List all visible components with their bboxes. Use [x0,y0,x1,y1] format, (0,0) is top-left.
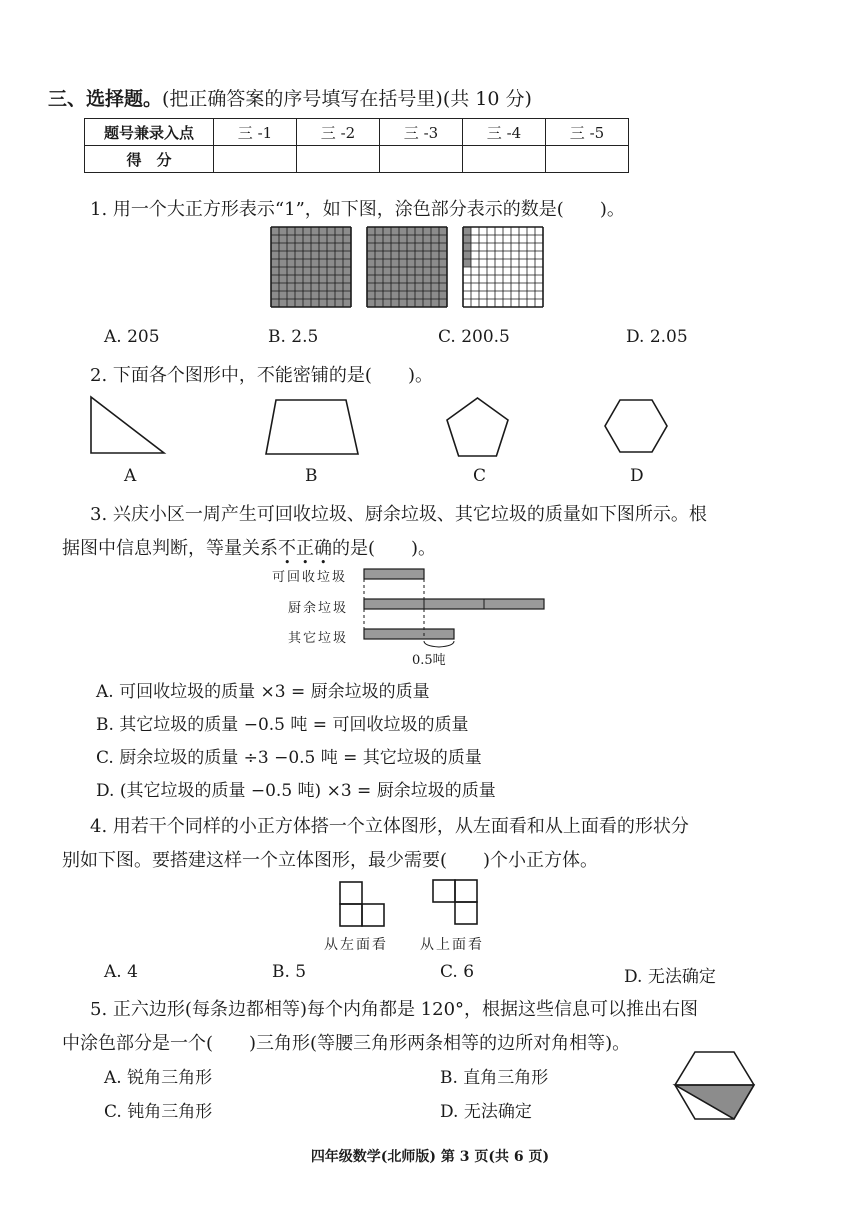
shaded-cell [287,283,295,291]
pentagon-shape [444,396,514,462]
shaded-cell [287,251,295,259]
question-1-text-after: )。 [599,199,625,220]
shaded-cell [335,251,343,259]
shaded-cell [367,283,375,291]
shaded-cell [311,283,319,291]
question-5-text-after: )三角形(等腰三角形两条相等的边所对角相等)。 [249,1033,631,1054]
shaded-cell [367,267,375,275]
shaded-cell [431,299,439,307]
question-number: 4. [90,816,108,837]
shaded-cell [319,227,327,235]
hexagon-shaded-triangle-figure [673,1050,757,1122]
shaded-cell [407,259,415,267]
shaded-cell [423,251,431,259]
score-table-header-row [85,119,629,146]
shaded-cell [383,243,391,251]
shaded-cell [287,267,295,275]
shaded-cell [415,299,423,307]
shaded-cell [431,243,439,251]
shaded-cell [463,227,471,235]
shaded-cell [279,275,287,283]
shaded-cell [463,243,471,251]
shaded-cell [367,259,375,267]
shaded-cell [335,267,343,275]
bar-label-recyclable: 可回收垃圾 [272,570,348,585]
shaded-cell [439,259,447,267]
shaded-cell [311,235,319,243]
shaded-cell [287,227,295,235]
shaded-cell [295,267,303,275]
shaded-cell [423,291,431,299]
shaded-cell [319,291,327,299]
bar-label-other: 其它垃圾 [288,631,349,646]
shaded-cell [319,283,327,291]
shaded-cell [327,227,335,235]
shaded-cell [311,275,319,283]
shaded-cell [383,299,391,307]
question-number: 1. [90,199,108,220]
shaded-cell [423,299,431,307]
shaded-cell [375,259,383,267]
waste-bar-diagram [360,566,560,650]
shaded-cell [415,259,423,267]
score-table-column: 三 -4 [463,119,546,146]
option-c[interactable]: C. 6 [440,962,475,982]
shaded-cell [295,283,303,291]
shaded-cell [375,283,383,291]
hundred-grids-figure [270,226,570,314]
shaded-cell [399,283,407,291]
shape-label-c[interactable]: C [473,466,487,486]
shaded-cell [287,299,295,307]
shaded-cell [423,275,431,283]
shaded-cell [383,259,391,267]
shaded-cell [343,235,351,243]
hexagon-shape [603,396,669,458]
question-3-text-after: )。 [411,538,437,559]
shaded-cell [439,291,447,299]
shaded-cell [271,275,279,283]
shaded-cell [407,283,415,291]
question-3-text-line1 [90,500,707,526]
shaded-cell [407,291,415,299]
shaded-cell [343,251,351,259]
shaded-cell [415,267,423,275]
shaded-cell [439,251,447,259]
shaded-cell [439,267,447,275]
shaded-cell [463,259,471,267]
shaded-cell [367,299,375,307]
shaded-cell [295,299,303,307]
shaded-cell [463,235,471,243]
bar-recyclable [364,569,424,579]
question-3-text-before: 据图中信息判断，等量关系不正确的是( [62,538,376,559]
score-cell[interactable] [297,146,380,173]
shaded-cell [327,267,335,275]
left-view-figure [338,880,390,928]
option-b[interactable]: B. 2.5 [268,327,319,347]
shaded-cell [415,291,423,299]
question-number: 3. [90,504,108,525]
shaded-cell [303,243,311,251]
shaded-cell [327,251,335,259]
shaded-cell [399,251,407,259]
shaded-cell [335,299,343,307]
shaded-cell [335,283,343,291]
question-5-text-before: 中涂色部分是一个( [62,1033,214,1054]
shaded-cell [295,251,303,259]
shaded-cell [407,243,415,251]
bar-other [364,629,454,639]
question-4-text-line2 [62,846,598,872]
shaded-cell [415,283,423,291]
shaded-cell [431,275,439,283]
shaded-cell [431,227,439,235]
shaded-cell [303,291,311,299]
shaded-cell [311,243,319,251]
shaded-cell [319,243,327,251]
shaded-cell [399,227,407,235]
question-1-text [90,195,625,221]
emphasis-dots: • • • [284,556,331,569]
bar-kitchen [364,599,544,609]
shaded-cell [271,259,279,267]
shaded-cell [303,299,311,307]
score-cell[interactable] [463,146,546,173]
shaded-cell [391,283,399,291]
option-b[interactable]: B. 5 [272,962,307,982]
shaded-cell [279,291,287,299]
shaded-cell [431,283,439,291]
shaded-cell [399,235,407,243]
shaded-cell [407,235,415,243]
shaded-cell [431,267,439,275]
shape-label-b[interactable]: B [305,466,318,486]
shaded-cell [407,299,415,307]
left-view-label: 从左面看 [324,937,388,953]
shaded-cell [367,227,375,235]
option-d[interactable]: D. 2.05 [626,327,688,347]
option-a[interactable]: A. 205 [104,327,160,347]
question-number: 5. [90,999,108,1020]
shaded-cell [311,259,319,267]
option-b[interactable]: B. 其它垃圾的质量 −0.5 吨 = 可回收垃圾的质量 [96,715,469,735]
section-title-note: (把正确答案的序号填写在括号里)(共 10 分) [162,88,532,110]
question-4-text-line1-content: 用若干个同样的小正方体搭一个立体图形，从左面看和从上面看的形状分 [112,816,689,837]
question-4-text-line1 [90,812,689,838]
shaded-cell [287,259,295,267]
shaded-cell [311,251,319,259]
shaded-cell [439,275,447,283]
shaded-cell [343,275,351,283]
section-title [48,84,532,111]
shaded-cell [391,227,399,235]
shaded-cell [431,251,439,259]
shaded-cell [343,227,351,235]
question-4-text-after: )个小正方体。 [483,850,599,871]
shaded-cell [391,243,399,251]
shaded-cell [407,251,415,259]
shaded-cell [415,227,423,235]
triangle-shape [86,393,170,457]
shaded-cell [271,291,279,299]
shaded-cell [383,267,391,275]
shaded-cell [271,299,279,307]
shaded-cell [303,275,311,283]
shaded-cell [295,291,303,299]
shaded-cell [423,259,431,267]
shaded-cell [327,299,335,307]
shaded-cell [415,235,423,243]
shaded-cell [335,227,343,235]
shaded-cell [391,259,399,267]
shaded-cell [423,283,431,291]
shaded-cell [367,251,375,259]
shaded-cell [335,291,343,299]
shaded-cell [423,243,431,251]
shaded-cell [407,227,415,235]
shaded-cell [399,259,407,267]
question-5-text-line1 [90,995,698,1021]
shaded-cell [303,235,311,243]
shaded-cell [383,251,391,259]
score-table-score-row [85,146,629,173]
shaded-cell [423,227,431,235]
shaded-cell [279,259,287,267]
score-table-column: 三 -1 [214,119,297,146]
shaded-cell [391,235,399,243]
shaded-cell [271,235,279,243]
page-footer: 四年级数学(北师版) 第 3 页(共 6 页) [310,1149,550,1165]
shaded-cell [367,291,375,299]
shaded-cell [407,267,415,275]
shaded-cell [287,243,295,251]
shaded-cell [303,259,311,267]
shaded-cell [327,235,335,243]
option-c[interactable]: C. 厨余垃圾的质量 ÷3 −0.5 吨 = 其它垃圾的质量 [96,748,482,768]
hundred-grid [367,227,447,307]
question-5-text-line1-content: 正六边形(每条边都相等)每个内角都是 120°，根据这些信息可以推出右图 [112,999,699,1020]
shaded-cell [383,227,391,235]
shaded-cell [343,267,351,275]
shaded-cell [311,267,319,275]
option-c[interactable]: C. 钝角三角形 [104,1102,213,1122]
shaded-cell [343,243,351,251]
shaded-cell [367,235,375,243]
question-3-text-line2 [62,534,436,560]
shaded-cell [279,235,287,243]
shaded-cell [375,267,383,275]
shaded-cell [383,283,391,291]
shaded-cell [335,235,343,243]
shaded-cell [295,243,303,251]
shaded-cell [391,267,399,275]
shape-label-d[interactable]: D [630,466,644,486]
shaded-cell [311,299,319,307]
shaded-cell [343,283,351,291]
score-table-column: 三 -2 [297,119,380,146]
shaded-cell [439,227,447,235]
shaded-cell [311,291,319,299]
shaded-cell [271,243,279,251]
top-view-label: 从上面看 [420,937,484,953]
shaded-cell [319,275,327,283]
score-table [84,118,629,173]
option-a[interactable]: A. 4 [104,962,138,982]
hundred-grid [463,227,543,307]
shaded-cell [399,291,407,299]
shaded-cell [335,275,343,283]
shaded-cell [295,235,303,243]
shaded-cell [319,299,327,307]
top-view-figure [431,878,483,926]
option-d[interactable]: D. 无法确定 [624,967,716,987]
shaded-cell [319,235,327,243]
shaded-cell [327,283,335,291]
shaded-cell [279,243,287,251]
shaded-cell [279,251,287,259]
shaded-cell [391,291,399,299]
score-table-column: 三 -3 [380,119,463,146]
option-c[interactable]: C. 200.5 [438,327,510,347]
option-d[interactable]: D. (其它垃圾的质量 −0.5 吨) ×3 = 厨余垃圾的质量 [96,781,496,801]
score-table-column: 三 -5 [546,119,629,146]
bar-annotation: 0.5吨 [412,653,446,668]
shaded-cell [335,259,343,267]
shape-label-a[interactable]: A [124,466,137,486]
shaded-cell [327,291,335,299]
score-cell[interactable] [546,146,629,173]
shaded-cell [375,251,383,259]
shaded-cell [431,259,439,267]
shaded-cell [383,235,391,243]
shaded-cell [319,251,327,259]
shaded-cell [375,275,383,283]
shaded-cell [279,267,287,275]
shaded-cell [407,275,415,283]
shaded-cell [431,235,439,243]
shaded-cell [383,275,391,283]
shaded-cell [439,283,447,291]
shaded-cell [327,259,335,267]
shaded-cell [391,299,399,307]
shaded-cell [439,299,447,307]
shaded-cell [343,299,351,307]
shaded-cell [287,275,295,283]
question-number: 2. [90,365,108,386]
shaded-cell [399,275,407,283]
shaded-cell [375,299,383,307]
shaded-cell [375,235,383,243]
shaded-cell [271,267,279,275]
shaded-cell [375,227,383,235]
bar-label-kitchen: 厨余垃圾 [288,601,349,616]
shaded-cell [423,267,431,275]
score-table-header-label: 题号兼录入点 [85,119,214,146]
shaded-cell [311,227,319,235]
shaded-cell [319,259,327,267]
option-d[interactable]: D. 无法确定 [440,1102,532,1122]
shaded-cell [367,243,375,251]
shaded-cell [271,283,279,291]
shaded-cell [399,299,407,307]
hundred-grid [271,227,351,307]
trapezoid-shape [262,396,362,458]
shaded-cell [303,283,311,291]
question-3-text-line1-content: 兴庆小区一周产生可回收垃圾、厨余垃圾、其它垃圾的质量如下图所示。根 [112,504,707,525]
option-b[interactable]: B. 直角三角形 [440,1068,549,1088]
shaded-cell [391,275,399,283]
shaded-cell [439,235,447,243]
shaded-cell [399,267,407,275]
shaded-cell [343,259,351,267]
shaded-cell [303,251,311,259]
shaded-cell [271,227,279,235]
shaded-cell [375,243,383,251]
shaded-cell [367,275,375,283]
question-2-text-after: )。 [407,365,433,386]
score-cell[interactable] [214,146,297,173]
question-2-text [90,361,433,387]
shaded-cell [279,283,287,291]
shaded-cell [287,291,295,299]
question-5-text-line2 [62,1029,630,1055]
shaded-cell [319,267,327,275]
question-2-text-before: 下面各个图形中，不能密铺的是( [112,365,372,386]
shaded-cell [423,235,431,243]
shaded-cell [463,251,471,259]
shaded-cell [415,275,423,283]
shaded-cell [279,227,287,235]
shaded-cell [279,299,287,307]
option-a[interactable]: A. 锐角三角形 [104,1068,213,1088]
shaded-cell [295,227,303,235]
shaded-cell [327,275,335,283]
option-a[interactable]: A. 可回收垃圾的质量 ×3 = 厨余垃圾的质量 [96,682,430,702]
shaded-cell [391,251,399,259]
shaded-cell [439,243,447,251]
section-title-lead: 三、选择题。 [48,88,163,110]
shaded-cell [335,243,343,251]
annotation-brace [424,641,454,647]
score-cell[interactable] [380,146,463,173]
shaded-cell [271,251,279,259]
shaded-cell [415,243,423,251]
shaded-cell [287,235,295,243]
shaded-cell [343,291,351,299]
shaded-cell [327,243,335,251]
shaded-cell [303,227,311,235]
question-1-text-before: 用一个大正方形表示“1”，如下图，涂色部分表示的数是( [112,199,564,220]
shaded-cell [383,291,391,299]
question-4-text-before: 别如下图。要搭建这样一个立体图形，最少需要( [62,850,448,871]
shaded-cell [375,291,383,299]
shaded-cell [415,251,423,259]
score-table-score-label: 得 分 [85,146,214,173]
shaded-cell [295,259,303,267]
shaded-cell [295,275,303,283]
shaded-cell [303,267,311,275]
shaded-cell [399,243,407,251]
shaded-cell [431,291,439,299]
